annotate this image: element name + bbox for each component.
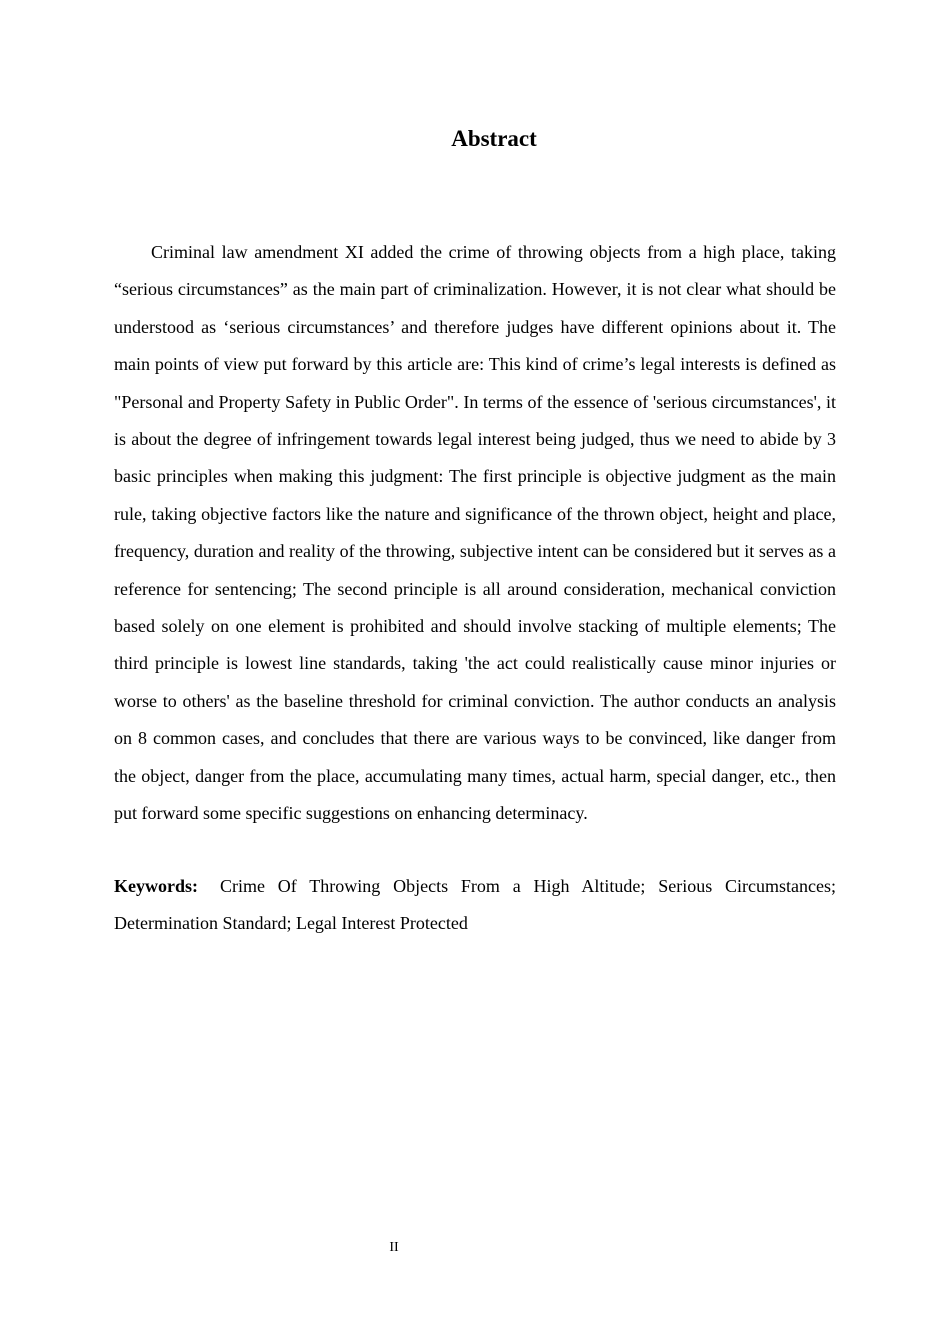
keywords-text: Crime Of Throwing Objects From a High Altitude; Serious Circumstances; Determination Standard; Legal Interest Protected [114, 876, 836, 933]
page-title: Abstract [451, 126, 537, 151]
keywords-paragraph [114, 868, 836, 942]
keywords-label: Keywords: [114, 876, 198, 896]
abstract-body-paragraph: Criminal law amendment XI added the crime of throwing objects from a high place, taking “serious circumstances” as the main part of criminalization. However, it is not clear what should be understood as ‘serious circumstances’ and therefore judges have different opinions about it. The main points of view put forward by this article are: This kind of crime’s legal interests is defined as "Personal and Property Safety in Public Order". In terms of the essence of 'serious circumstances', it is about the degree of infringement towards legal interest being judged, thus we need to abide by 3 basic principles when making this judgment: The first principle is objective judgment as the main rule, taking objective factors like the nature and significance of the thrown object, height and place, frequency, duration and reality of the throwing, subjective intent can be considered but it serves as a reference for sentencing; The second principle is all around consideration, mechanical conviction based solely on one element is prohibited and should involve stacking of multiple elements; The third principle is lowest line standards, taking 'the act could realistically cause minor injuries or worse to others' as the baseline threshold for criminal conviction. The author conducts an analysis on 8 common cases, and concludes that there are various ways to be convinced, like danger from the object, danger from the place, accumulating many times, actual harm, special danger, etc., then put forward some specific suggestions on enhancing determinacy. [114, 242, 836, 824]
page-number: II [389, 1240, 399, 1255]
